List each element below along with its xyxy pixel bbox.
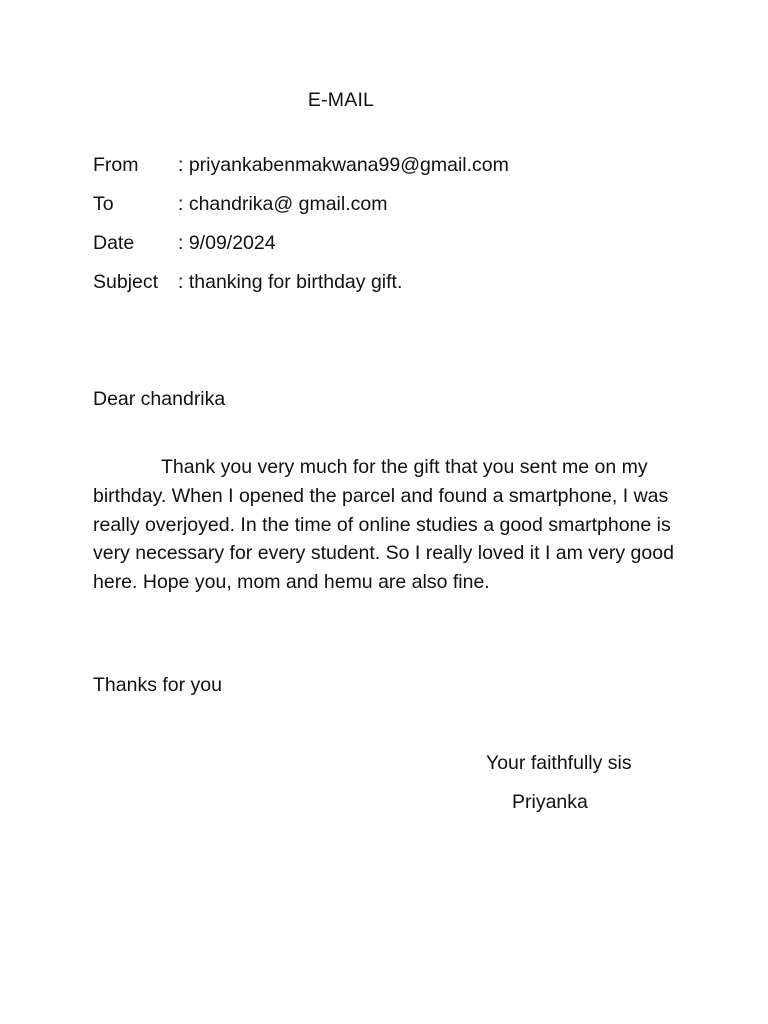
header-value: : chandrika@ gmail.com (178, 193, 388, 215)
body-paragraph: Thank you very much for the gift that you sent me on my birthday. When I opened the parcel and found a smartphone, I was really overjoyed. In the time of online studies a good smartphone is very necessary for every student. So I really loved it I am very good here. Hope you, mom and hemu are also fine. (93, 456, 674, 594)
signoff-line: Your faithfully sis (486, 752, 632, 774)
header-value: : 9/09/2024 (178, 232, 276, 254)
closing-line: Thanks for you (93, 674, 222, 696)
header-value: : priyankabenmakwana99@gmail.com (178, 154, 509, 176)
document-title: E-MAIL (307, 89, 375, 111)
header-key: Subject (93, 271, 159, 293)
header-key: To (93, 193, 114, 215)
greeting: Dear chandrika (93, 388, 226, 410)
header-key: From (93, 154, 139, 176)
signature-name: Priyanka (512, 791, 588, 813)
header-row-to (93, 193, 509, 232)
header-row-date (93, 232, 509, 271)
header-key: Date (93, 232, 135, 254)
header-row-subject (93, 271, 509, 310)
header-value: : thanking for birthday gift. (178, 271, 403, 293)
header-row-from (93, 154, 509, 193)
email-header (93, 154, 509, 310)
